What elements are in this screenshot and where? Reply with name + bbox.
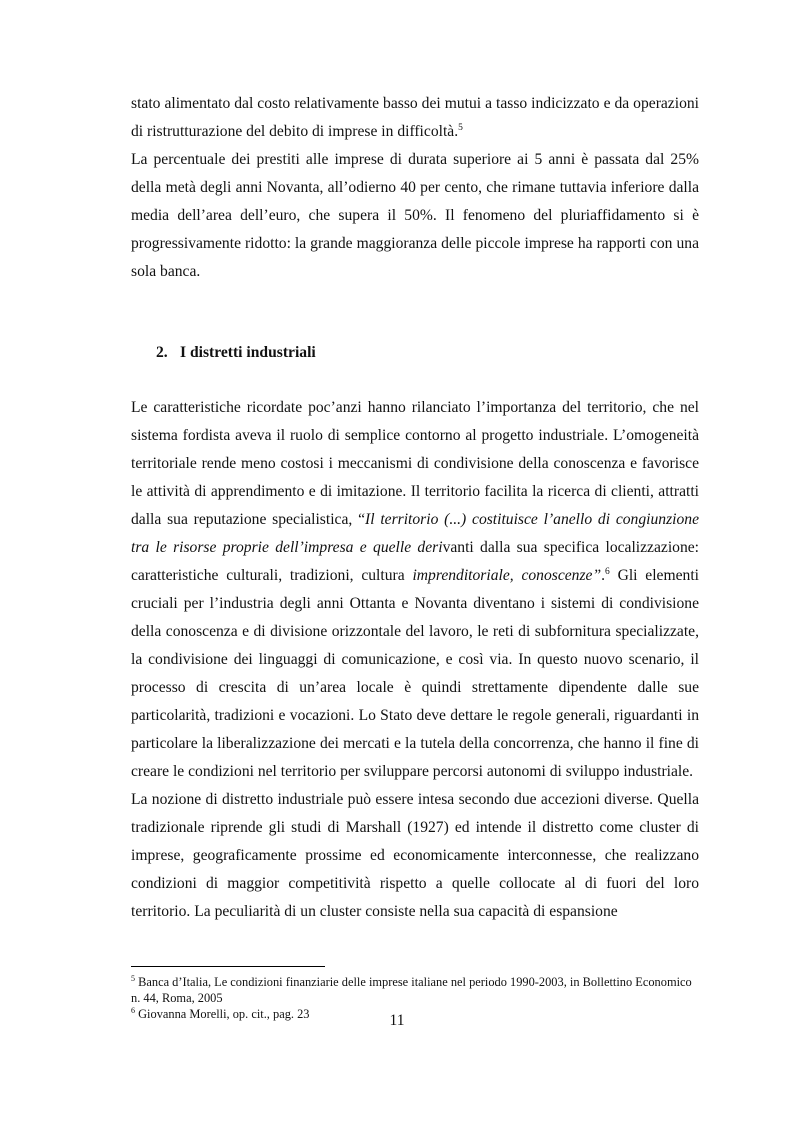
paragraph-territory	[131, 394, 699, 786]
footnote-ref-5[interactable]: 5	[458, 122, 463, 133]
section-body	[131, 394, 699, 926]
footnote-5	[131, 974, 699, 1006]
text-run: Le caratteristiche ricordate poc’anzi hanno rilanciato l’importanza del territorio, che nel sistema fordista aveva il ruolo di semplice contorno al progetto industriale. L’omogeneità territoriale rende meno costosi i meccanismi di condivisione della conoscenza e favorisce le attività di apprendimento e di imitazione. Il territorio facilita la ricerca di clienti, attratti dalla sua reputazione specialistica, “	[131, 399, 699, 528]
footnote-number: 6	[131, 1005, 135, 1015]
text-run: Gli elementi cruciali per l’industria degli anni Ottanta e Novanta diventano i sistemi di condivisione della conoscenza e di divisione orizzontale del lavoro, le reti di subfornitura specializzate, la condivisione dei linguaggi di comunicazione, e così via. In questo nuovo scenario, il processo di crescita di un’area locale è quindi strettamente dipendente dalle sue particolarità, tradizioni e vocazioni. Lo Stato deve dettare le regole generali, riguardanti in particolare la liberalizzazione dei mercati e la tutela della concorrenza, che hanno il fine di creare le condizioni nel territorio per sviluppare percorsi autonomi di sviluppo industriale.	[131, 567, 699, 780]
footnote-divider	[131, 966, 325, 967]
section-title: I distretti industriali	[180, 344, 316, 361]
paragraph-continuation	[131, 90, 699, 146]
italic-quote: imprenditoriale, conoscenze”	[412, 567, 602, 584]
footnote-ref-6[interactable]: 6	[605, 566, 610, 577]
italic-quote: Il territorio (...) costituisce l’anello di congiunzione tra le risorse proprie dell’impresa e quelle deri	[131, 511, 699, 556]
section-heading	[156, 339, 316, 367]
text-run: vanti dalla sua specifica localizzazione: caratteristiche culturali, tradizioni, cultura	[131, 539, 699, 584]
paragraph-district-notion: La nozione di distretto industriale può essere intesa secondo due accezioni diverse. Quella tradizionale riprende gli studi di Marshall (1927) ed intende il distretto come cluster di imprese, geograficamente prossime ed economicamente interconnesse, che realizzano condizioni di maggior competitività rispetto a quelle collocate al di fuori del loro territorio. La peculiarità di un cluster consiste nella sua capacità di espansione	[131, 791, 699, 920]
footnote-text: Giovanna Morelli, op. cit., pag. 23	[138, 1007, 310, 1021]
page-body	[131, 90, 699, 920]
section-number: 2.	[156, 344, 168, 361]
paragraph-loans: La percentuale dei prestiti alle imprese di durata superiore ai 5 anni è passata dal 25% della metà degli anni Novanta, all’odierno 40 per cento, che rimane tuttavia inferiore dalla media dell’area dell’euro, che supera il 50%. Il fenomeno del pluriaffidamento si è progressivamente ridotto: la grande maggioranza delle piccole imprese ha rapporti con una sola banca.	[131, 151, 699, 280]
text-run: .	[601, 567, 606, 584]
page-number: 11	[389, 1012, 405, 1029]
paragraph-text: stato alimentato dal costo relativamente basso dei mutui a tasso indicizzato e da operazioni di ristrutturazione del debito di imprese in difficoltà.	[131, 95, 699, 140]
footnote-text: Banca d’Italia, Le condizioni finanziarie delle imprese italiane nel periodo 1990-2003, in Bollettino Economico n. 44, Roma, 2005	[131, 975, 692, 1005]
footnote-number: 5	[131, 973, 135, 983]
